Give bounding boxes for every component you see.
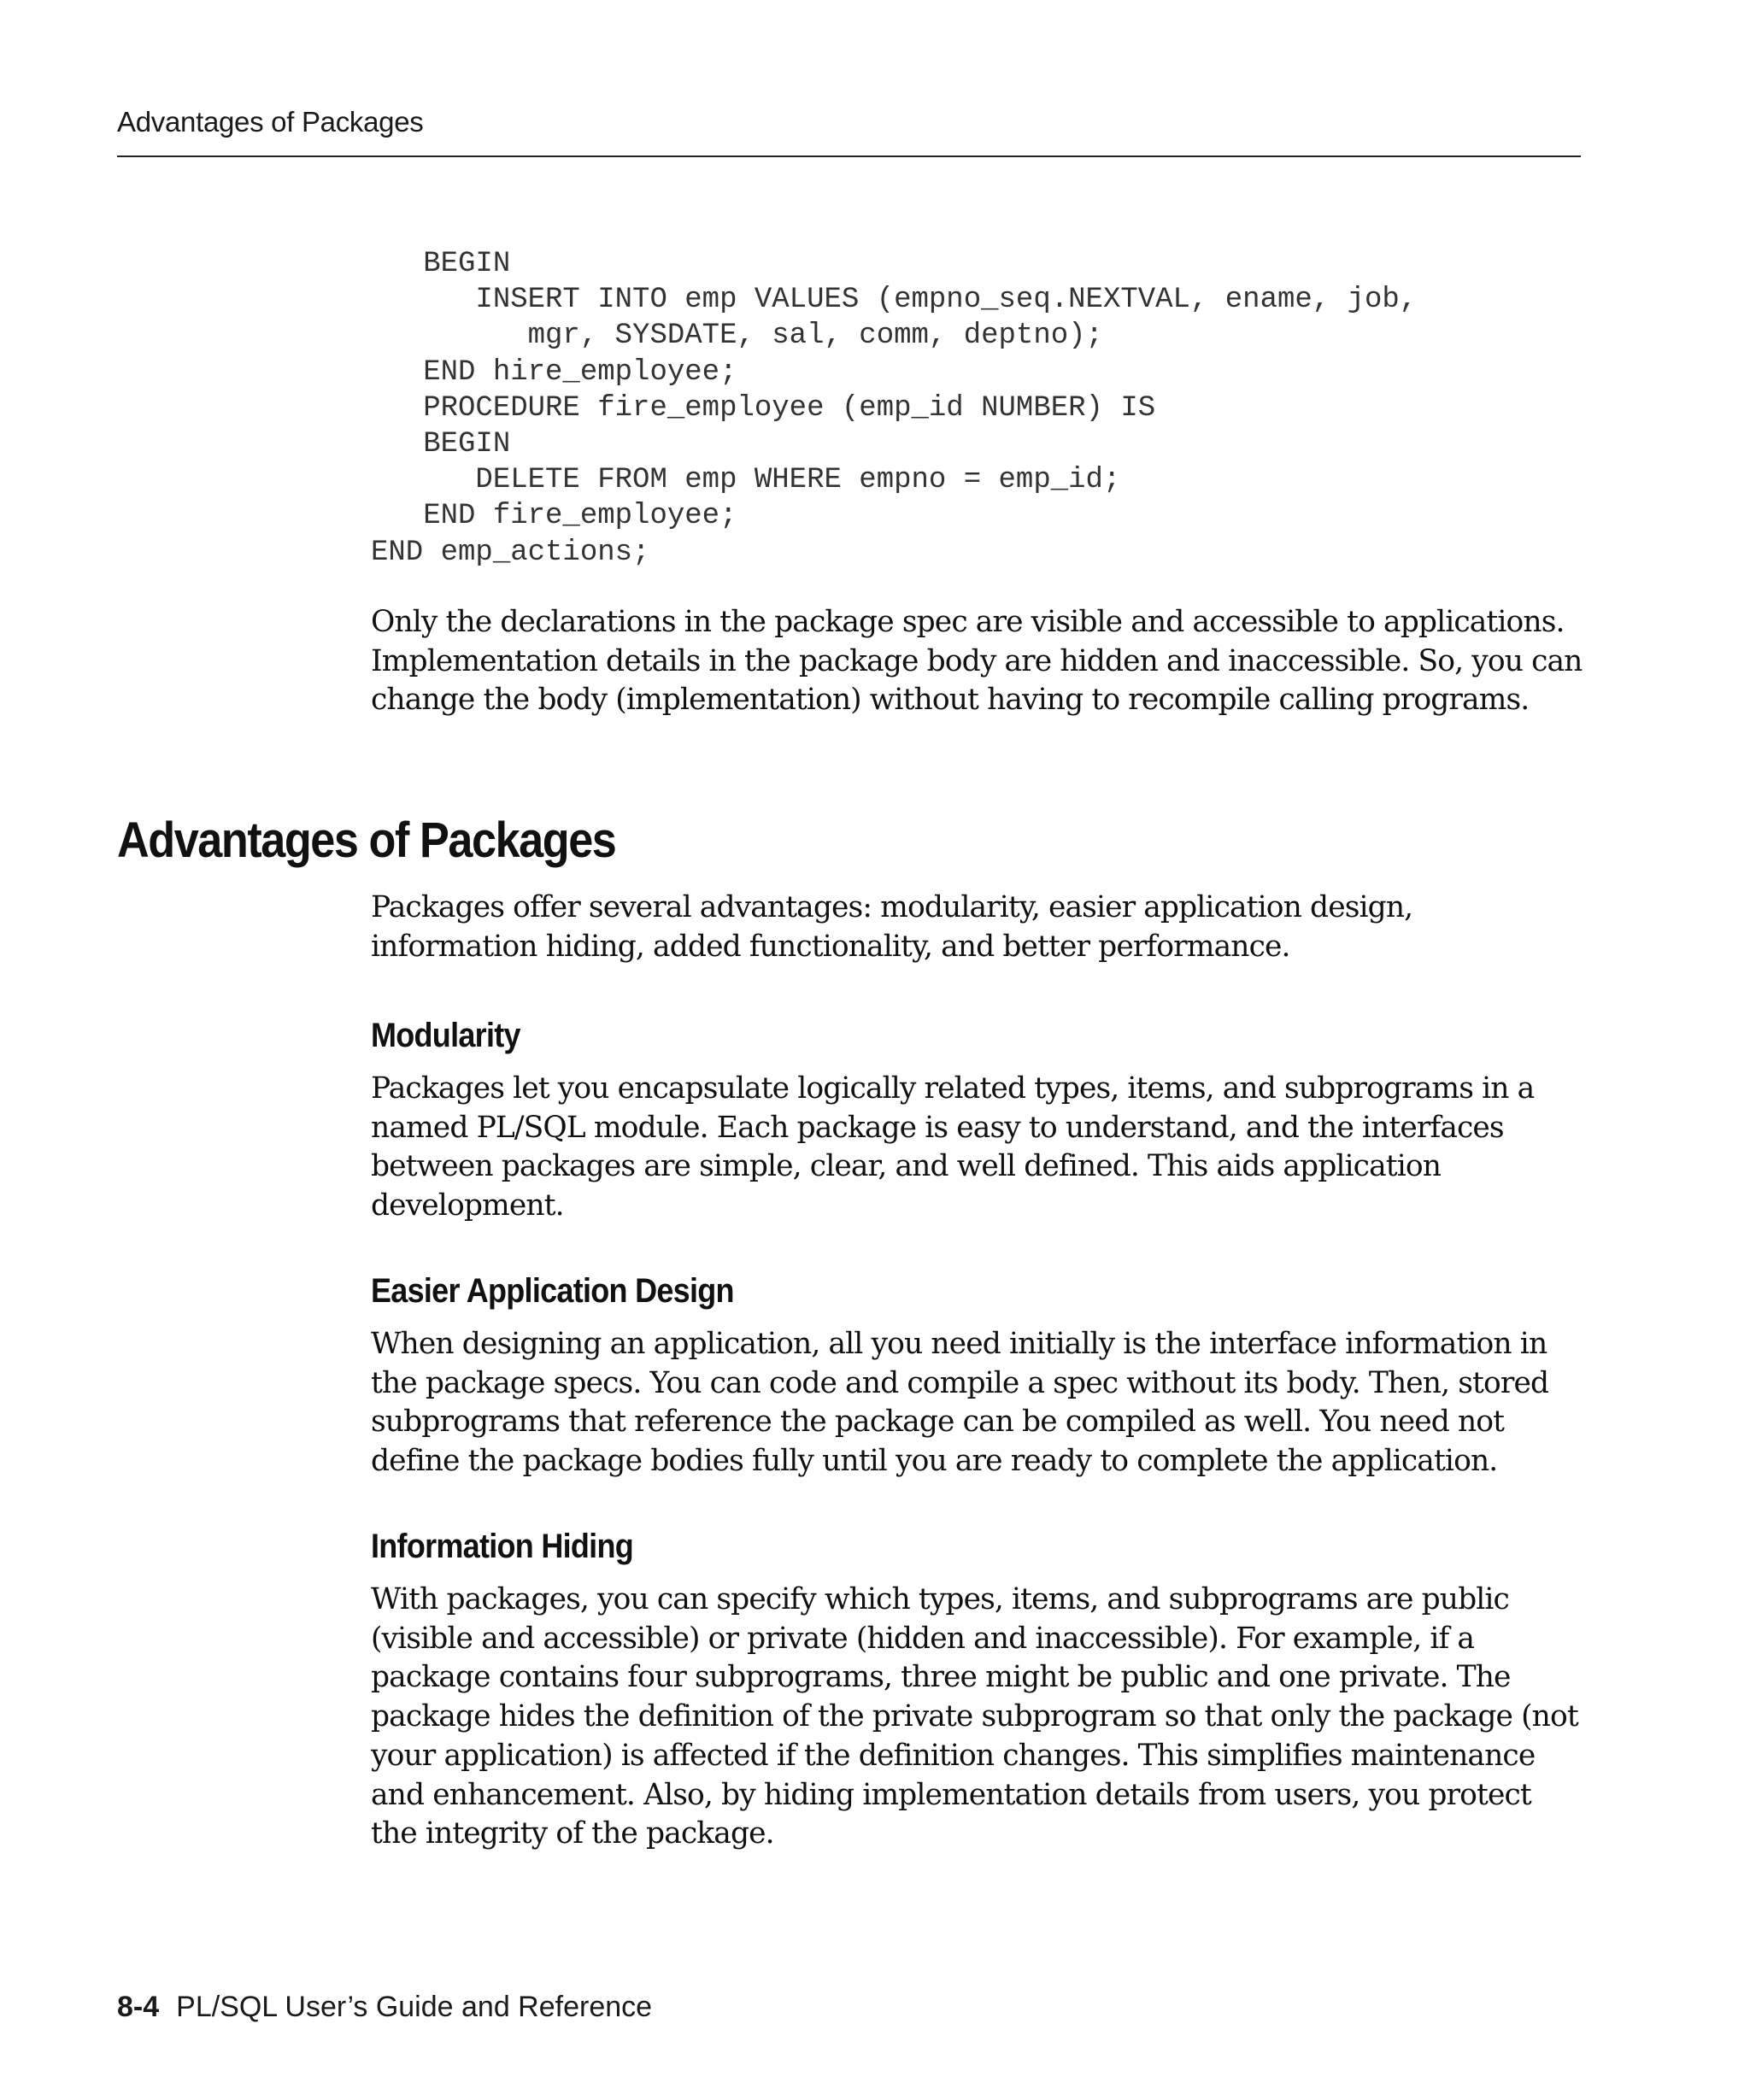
information-hiding-paragraph: With packages, you can specify which types, items, and subprograms are public (visible and accessible) or private (hidden and inaccessible). For example, if a package contains four subprograms, three might be public and one private. The package hides the definition of the private subprogram so that only the package (not your application) is affected if the definition changes. This simplifies maintenance and enhancement. Also, by hiding implementation details from users, you protect the integrity of the package. xyxy=(371,1582,1578,1851)
information-hiding-heading: Information Hiding xyxy=(371,1528,633,1565)
section-heading: Advantages of Packages xyxy=(117,812,616,868)
page-footer xyxy=(117,1991,652,2024)
modularity-heading: Modularity xyxy=(371,1017,520,1054)
modularity-paragraph: Packages let you encapsulate logically related types, items, and subprograms in a named PL/SQL module. Each package is easy to understand, and the interfaces between packages are simple, clear, and well defined. This aids application development. xyxy=(371,1071,1535,1223)
page-number: 8-4 xyxy=(117,1991,160,2023)
code-sample: BEGIN INSERT INTO emp VALUES (empno_seq.NEXTVAL, ename, job, mgr, SYSDATE, sal, comm, deptno); END hire_employee; PROCEDURE fire_employee (emp_id NUMBER) IS BEGIN DELETE FROM emp WHERE empno = emp_id; END fire_employee; END emp_actions; xyxy=(371,248,1418,569)
header-rule xyxy=(117,155,1581,157)
section-intro-paragraph: Packages offer several advantages: modularity, easier application design, information hiding, added functionality, and better performance. xyxy=(371,890,1413,964)
intro-paragraph: Only the declarations in the package spec are visible and accessible to applications. Implementation details in the package body are hidden and inaccessible. So, you can change the body (implementation) without having to recompile calling programs. xyxy=(371,605,1583,718)
easier-design-paragraph: When designing an application, all you need initially is the interface information in the package specs. You can code and compile a spec without its body. Then, stored subprograms that reference the package can be compiled as well. You need not define the package bodies fully until you are ready to complete the application. xyxy=(371,1327,1549,1479)
running-header: Advantages of Packages xyxy=(117,106,424,138)
easier-design-heading: Easier Application Design xyxy=(371,1272,734,1310)
book-title: PL/SQL User’s Guide and Reference xyxy=(176,1991,653,2023)
